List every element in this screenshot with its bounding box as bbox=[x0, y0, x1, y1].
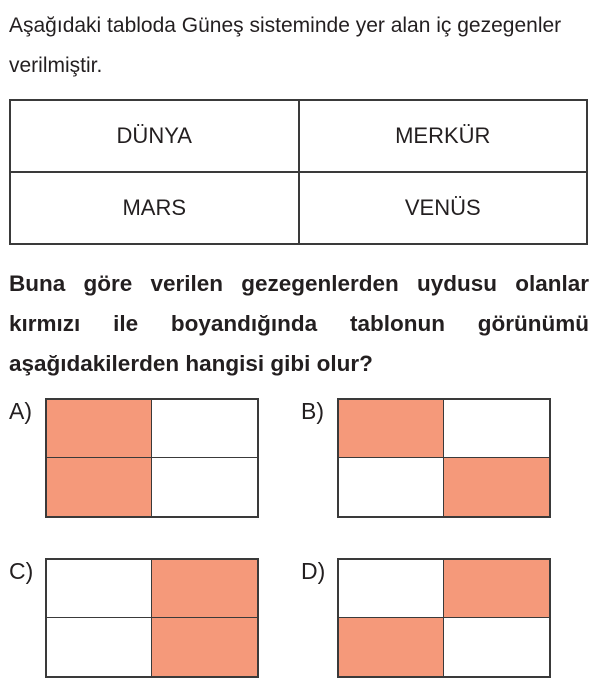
option-grid bbox=[45, 558, 259, 678]
grid-cell bbox=[152, 618, 257, 676]
grid-cell bbox=[444, 458, 549, 516]
grid-cell bbox=[339, 560, 444, 618]
grid-cell bbox=[152, 400, 257, 458]
intro-text: Aşağıdaki tabloda Güneş sisteminde yer alan iç gezegenler verilmiştir. bbox=[9, 14, 562, 77]
grid-cell bbox=[152, 458, 257, 516]
table-cell: VENÜS bbox=[299, 172, 588, 244]
grid-cell bbox=[444, 400, 549, 458]
table-cell: DÜNYA bbox=[10, 100, 299, 172]
grid-cell bbox=[444, 560, 549, 618]
grid-cell bbox=[47, 400, 152, 458]
table-cell: MERKÜR bbox=[299, 100, 588, 172]
option-grid bbox=[45, 398, 259, 518]
option-grid bbox=[337, 398, 551, 518]
option-grid bbox=[337, 558, 551, 678]
grid-cell bbox=[444, 618, 549, 676]
table-row bbox=[10, 100, 587, 172]
grid-cell bbox=[339, 458, 444, 516]
option-label: A) bbox=[9, 398, 32, 424]
grid-cell bbox=[339, 400, 444, 458]
grid-cell bbox=[47, 458, 152, 516]
option-label: D) bbox=[301, 558, 326, 584]
grid-cell bbox=[152, 560, 257, 618]
option-label: C) bbox=[9, 558, 34, 584]
question-text: Buna göre verilen gezegenlerden uydusu olanlar kırmızı ile boyandığında tablonun görünümü aşağıdakilerden hangisi gibi olur? bbox=[9, 271, 589, 376]
option-label: B) bbox=[301, 398, 324, 424]
grid-cell bbox=[339, 618, 444, 676]
table-row bbox=[10, 172, 587, 244]
planet-table bbox=[9, 99, 588, 245]
table-cell: MARS bbox=[10, 172, 299, 244]
grid-cell bbox=[47, 560, 152, 618]
grid-cell bbox=[47, 618, 152, 676]
